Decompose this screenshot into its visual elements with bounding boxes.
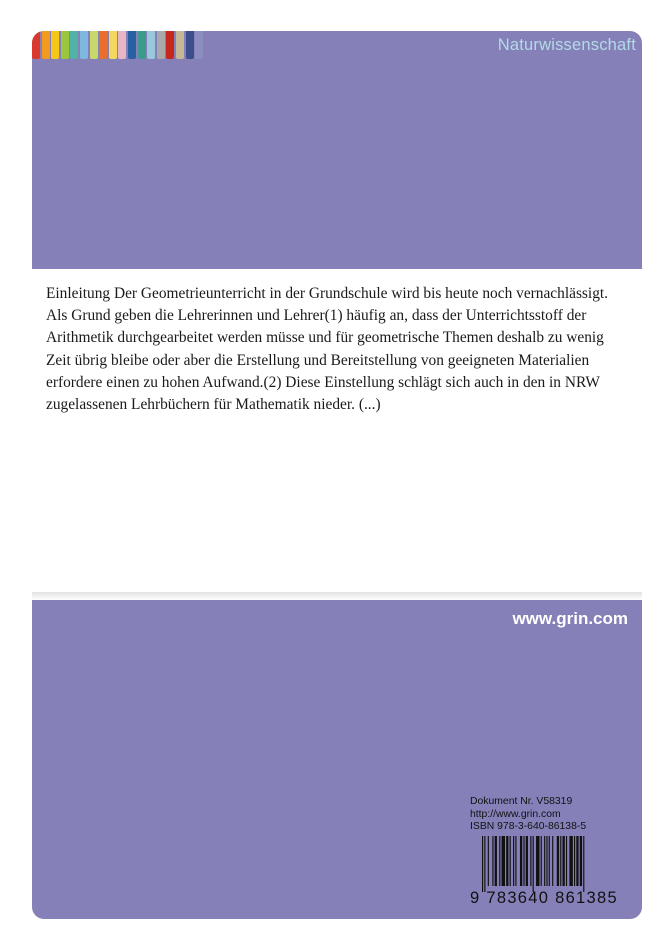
color-stripe — [90, 31, 98, 59]
color-stripe — [118, 31, 126, 59]
color-stripe — [109, 31, 117, 59]
barcode-bar — [583, 836, 584, 892]
barcode-bar — [549, 836, 550, 886]
barcode-bar — [488, 836, 489, 886]
color-stripe — [80, 31, 88, 59]
barcode-bar — [510, 836, 511, 886]
barcode-bar — [484, 836, 485, 892]
barcode-bar — [533, 836, 534, 892]
barcode-bar — [520, 836, 522, 886]
color-stripe — [128, 31, 136, 59]
color-stripes — [32, 31, 205, 59]
barcode-number: 9 783640 861385 — [470, 889, 618, 907]
cover-top-panel — [32, 31, 642, 269]
publisher-website: www.grin.com — [512, 609, 628, 628]
category-label: Naturwissenschaft — [497, 36, 636, 54]
barcode-bar — [506, 836, 508, 886]
color-stripe — [51, 31, 59, 59]
color-stripe — [176, 31, 184, 59]
color-stripe — [138, 31, 146, 59]
color-stripe — [42, 31, 50, 59]
document-number: Dokument Nr. V58319 — [470, 796, 573, 807]
barcode-bar — [536, 836, 539, 886]
barcode-bar — [576, 836, 578, 886]
barcode-bar — [495, 836, 497, 886]
book-back-cover — [32, 31, 642, 919]
barcode-bar — [544, 836, 545, 886]
color-stripe — [186, 31, 194, 59]
barcode-bar — [541, 836, 542, 886]
barcode-bar — [563, 836, 565, 886]
barcode-bar — [515, 836, 516, 886]
color-stripe — [32, 31, 40, 59]
barcode-bar — [523, 836, 524, 886]
barcode-bar — [560, 836, 561, 886]
barcode-bar — [557, 836, 559, 886]
color-stripe — [61, 31, 69, 59]
color-stripe — [99, 31, 107, 59]
barcode-bar — [574, 836, 575, 886]
barcode-bar — [492, 836, 493, 886]
color-stripe — [157, 31, 165, 59]
barcode-bar — [569, 836, 572, 886]
barcode-bar — [482, 836, 483, 892]
barcode-bar — [502, 836, 505, 886]
abstract-text: Einleitung Der Geometrieunterricht in der Grundschule wird bis heute noch vernachlässigt. Als Grund geben die Lehrerinnen und Lehrer(1) häufig an, dass der Unterrichtsstoff der Arithmetik durchgearbeitet werden müsse und für geometrische Themen deshalb zu wenig Zeit übrig bleibe oder aber die Erstellung und Bereitstellung von geeigneten Materialien erfordere einen zu hohen Aufwand.(2) Diese Einstellung schlägt sich auch in den in NRW zugelassenen Lehrbüchern für Mathematik nieder. (...) — [46, 285, 609, 414]
color-stripe — [147, 31, 155, 59]
barcode-bar — [552, 836, 553, 886]
barcode-bar — [513, 836, 514, 886]
barcode-bar — [499, 836, 500, 886]
isbn: ISBN 978-3-640-86138-5 — [470, 821, 587, 833]
barcode-bar — [546, 836, 547, 886]
color-stripe — [70, 31, 78, 59]
barcode-bar — [580, 836, 582, 886]
color-stripe — [166, 31, 174, 59]
document-url: http://www.grin.com — [470, 808, 561, 820]
barcode — [470, 836, 630, 912]
barcode-bar — [566, 836, 567, 886]
page-fold-shadow — [32, 592, 642, 600]
document-info — [470, 796, 630, 834]
abstract-panel — [32, 269, 642, 592]
barcode-bar — [530, 836, 531, 886]
barcode-bar — [526, 836, 528, 886]
color-stripe — [195, 31, 203, 59]
cover-bottom-panel — [32, 592, 642, 919]
barcode-bars — [482, 836, 622, 892]
